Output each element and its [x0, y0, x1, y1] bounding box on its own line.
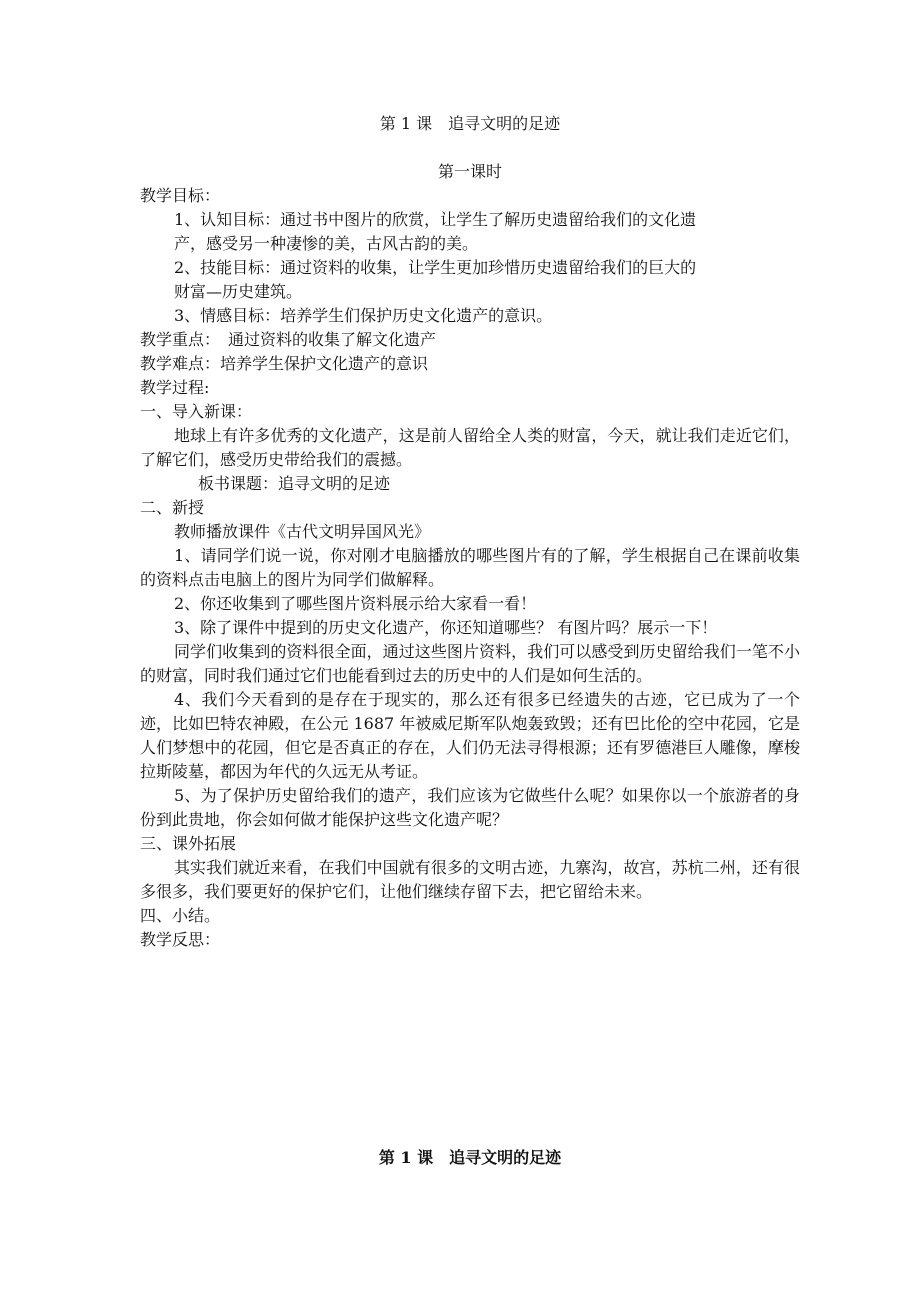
objective-cognitive: 1、认知目标：通过书中图片的欣赏，让学生了解历史遗留给我们的文化遗 [174, 210, 697, 229]
section-extension-paragraph: 其实我们就近来看，在我们中国就有很多的文明古迹，九寨沟，故宫，苏杭二州，还有很多很多，我们要更好的保护它们，让他们继续存留下去，把它留给未来。 [140, 858, 800, 901]
key-point: 教学重点： 通过资料的收集了解文化遗产 [140, 330, 437, 349]
section-new-summary: 同学们收集到的资料很全面，通过这些图片资料，我们可以感受到历史留给我们一笔不小的财富，同时我们通过它们也能看到过去的历史中的人们是如何生活的。 [140, 642, 800, 685]
objective-skill-cont: 财富—历史建筑。 [174, 282, 303, 301]
next-lesson-title: 第 1 课 追寻文明的足迹 [378, 1148, 562, 1167]
objective-cognitive-cont: 产，感受另一种凄惨的美，古风古韵的美。 [174, 234, 479, 253]
process-label: 教学过程: [140, 378, 210, 397]
difficulty: 教学难点：培养学生保护文化遗产的意识 [140, 354, 429, 373]
reflection-label: 教学反思： [140, 930, 221, 949]
objectives-label: 教学目标： [140, 186, 221, 205]
section-intro-paragraph: 地球上有许多优秀的文化遗产，这是前人留给全人类的财富，今天，就让我们走近它们，了解它们，感受历史带给我们的震撼。 [140, 426, 800, 469]
lesson-document [140, 112, 800, 952]
section-extension-title: 三、课外拓展 [140, 834, 237, 853]
section-new-title: 二、新授 [140, 498, 205, 517]
section-new-item-1: 1、请同学们说一说，你对刚才电脑播放的哪些图片有的了解，学生根据自己在课前收集的资料点击电脑上的图片为同学们做解释。 [140, 546, 800, 589]
section-new-item-2: 2、你还收集到了哪些图片资料展示给大家看一看！ [174, 594, 537, 613]
section-new-item-5: 5、为了保护历史留给我们的遗产，我们应该为它做些什么呢？如果你以一个旅游者的身份到此贵地，你会如何做才能保护这些文化遗产呢？ [140, 786, 800, 829]
section-new-item-3: 3、除了课件中提到的历史文化遗产，你还知道哪些？ 有图片吗？展示一下！ [174, 618, 718, 637]
objective-skill: 2、技能目标：通过资料的收集，让学生更加珍惜历史遗留给我们的巨大的 [174, 258, 697, 277]
section-summary-title: 四、小结。 [140, 906, 221, 925]
objective-emotion: 3、情感目标：培养学生们保护历史文化遗产的意识。 [174, 306, 553, 325]
section-new-item-4: 4、我们今天看到的是存在于现实的，那么还有很多已经遗失的古迹，它已成为了一个迹，比如巴特农神殿，在公元 1687 年被威尼斯军队炮轰致毁；还有巴比伦的空中花园，它是人们梦想中的花园，但它是否真正的存在，人们仍无法寻得根源；还有罗德港巨人雕像，摩梭拉斯陵墓，都因为年代的久远无从考证。 [140, 690, 800, 781]
board-title: 板书课题：追寻文明的足迹 [198, 474, 391, 493]
section-intro-title: 一、导入新课： [140, 402, 253, 421]
lesson-title: 第 1 课 追寻文明的足迹 [379, 114, 561, 133]
lesson-subtitle: 第一课时 [437, 162, 502, 181]
section-new-courseware: 教师播放课件《古代文明异国风光》 [174, 522, 431, 541]
